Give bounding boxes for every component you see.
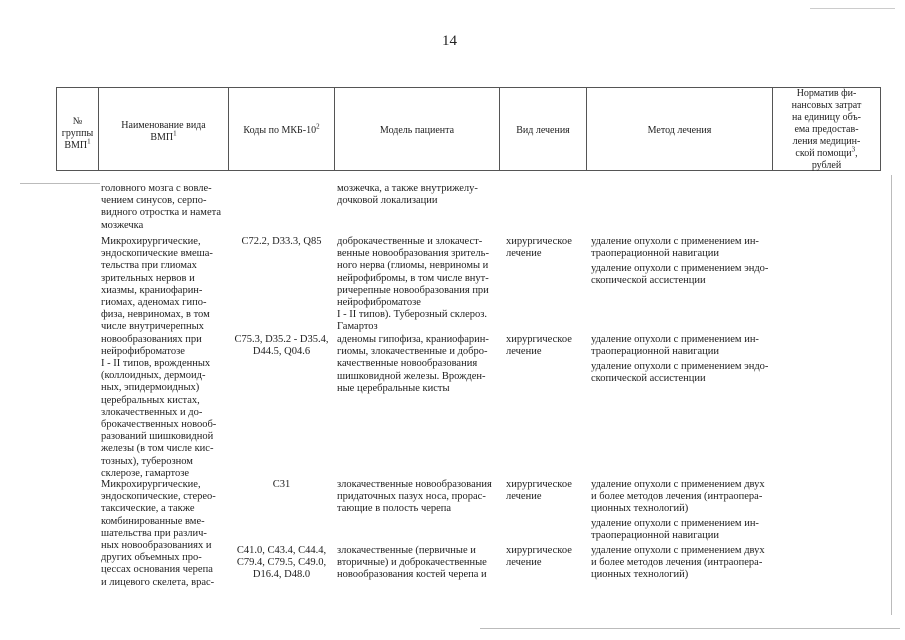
row2b-patient-model: аденомы гипофиза, краниофарин- гиомы, злокачественные и добро- качественные новообразования шишковидной железы. Врожден- ные церебральные кисты xyxy=(337,334,489,394)
header-patient-model-text: Модель пациента xyxy=(379,125,455,136)
scan-edge-right xyxy=(891,175,892,615)
row3b-method-1: удаление опухоли с применением двух и более методов лечения (интраопера- ционных технологий) xyxy=(591,545,765,581)
header-vmp-type xyxy=(99,120,228,144)
footnote-2: 2 xyxy=(316,122,320,131)
row2a-patient-model: доброкачественные и злокачест- венные новообразования зритель- ного нерва (глиомы, невриномы и нейрофибромы, в том числе внут- ричерепные новообразования при нейрофиброматозе I - II типов). Туберозный склероз. Гамартоз xyxy=(337,236,489,333)
row2-vmp-name: Микрохирургические, эндоскопические вмеша- тельства при глиомах зрительных нервов и хиазмы, краниофарин- гиомах, аденомах гипо- физа, невриномах, в том числе внутричерепных новообразованиях при нейрофиброматозе I - II типов, врожденных (коллоидных, дермоид- ных, эпидермоидных) церебральных кистах, злокачественных и до- брокачественных новооб- разований шишковидной железы (в том числе кис- тозных), туберозном склерозе, гамартозе xyxy=(101,236,217,479)
row3a-icd-codes: C31 xyxy=(272,479,291,490)
row3b-patient-model: злокачественные (первичные и вторичные) и доброкачественные новообразования костей черепа и xyxy=(337,545,487,581)
row3a-method-1: удаление опухоли с применением двух и более методов лечения (интраопера- ционных технологий) xyxy=(591,479,765,515)
header-cost-standard xyxy=(773,88,880,172)
row2b-method-2: удаление опухоли с применением эндо- скопической ассистенции xyxy=(591,361,769,385)
header-group-number xyxy=(57,116,98,152)
row2a-treatment-type: хирургическое лечение xyxy=(506,236,572,260)
row2b-icd-codes: C75.3, D35.2 - D35.4, D44.5, Q04.6 xyxy=(234,334,329,358)
row3a-treatment-type: хирургическое лечение xyxy=(506,479,572,503)
header-treatment-type xyxy=(500,125,586,137)
row2a-method-2: удаление опухоли с применением эндо- скопической ассистенции xyxy=(591,263,769,287)
row3a-method-2: удаление опухоли с применением ин- траоперационной навигации xyxy=(591,518,759,542)
row2a-method-1: удаление опухоли с применением ин- траоперационной навигации xyxy=(591,236,759,260)
table-header-bottom-border xyxy=(56,170,881,171)
header-group-number-text: № группы ВМП xyxy=(61,116,94,151)
footnote-1b: 1 xyxy=(173,129,177,138)
table-right-border xyxy=(880,87,881,170)
footnote-3: 3 xyxy=(851,145,856,154)
row3b-treatment-type: хирургическое лечение xyxy=(506,545,572,569)
header-treatment-method xyxy=(587,125,772,137)
header-treatment-type-text: Вид лечения xyxy=(516,125,570,136)
header-icd-codes xyxy=(229,122,334,137)
row1-vmp-name: головного мозга с вовле- чением синусов, серпо- видного отростка и намета мозжечка xyxy=(101,183,221,231)
scan-edge-top xyxy=(810,8,895,9)
header-icd-codes-text: Коды по МКБ-10 xyxy=(243,125,317,136)
table-top-border xyxy=(56,87,881,88)
page-number: 14 xyxy=(442,33,457,49)
row2b-method-1: удаление опухоли с применением ин- траоперационной навигации xyxy=(591,334,759,358)
scan-edge-left xyxy=(20,183,100,184)
row2a-icd-codes: C72.2, D33.3, Q85 xyxy=(241,236,322,247)
header-patient-model xyxy=(335,125,499,137)
row2b-treatment-type: хирургическое лечение xyxy=(506,334,572,358)
row3a-patient-model: злокачественные новообразования придаточных пазух носа, прорас- тающие в полость черепа xyxy=(337,479,492,515)
row3-vmp-name: Микрохирургические, эндоскопические, стерео- таксические, а также комбинированные вме- шательства при различ- ных новообразованиях и других объемных про- цессах основания черепа и лицевого скелета, врас- xyxy=(101,479,216,588)
row3b-icd-codes: C41.0, C43.4, C44.4, C79.4, C79.5, C49.0, D16.4, D48.0 xyxy=(236,545,327,581)
header-cost-standard-text: Норматив фи- нансовых затрат на единицу объ- ема предостав- ления медицин- ской помощи xyxy=(791,88,862,159)
footnote-1: 1 xyxy=(87,137,91,146)
header-cost-standard-tail: , рублей xyxy=(811,148,858,171)
header-vmp-type-text: Наименование вида ВМП xyxy=(121,120,206,143)
row1-patient-model: мозжечка, а также внутрижелу- дочковой локализации xyxy=(337,183,478,207)
header-treatment-method-text: Метод лечения xyxy=(647,125,712,136)
scan-edge-bottom xyxy=(480,628,900,629)
